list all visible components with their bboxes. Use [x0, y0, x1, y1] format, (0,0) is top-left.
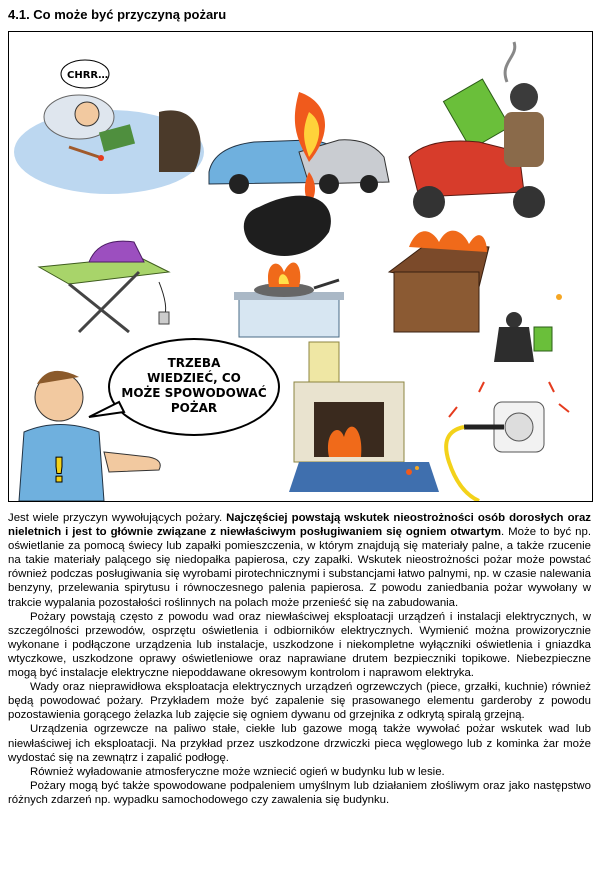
- paragraph-1-rest: . Może to być np. oświetlanie za pomocą świecy lub zapałki pomieszczenia, w którym znajdują się materiały palne, a także rzucenie na takie materiały palącego się niedopałka papierosa, czy zapałki. Wskutek nieostrożności pożar może powstać również podczas posługiwania się wyrobami pirotechnicznymi i substancjami łatwo palnymi, np. w czasie nalewania benzyny, przelewania spirytusu i równoczesnego palenia papierosa. Z powodu zaniedbania pożar wywołany w trakcie wypalania pozostałości roślinnych na polach może przenieść się na zabudowania.: [8, 526, 591, 609]
- motorbike-fuel-scene: [409, 42, 545, 218]
- paragraph-1-bold: Najczęściej powstają wskutek nieostrożności osób dorosłych oraz nieletnich i jest to głównie związane z niewłaściwym posługiwaniem się ogniem otwartym: [8, 512, 591, 539]
- speech-bubble-line-1: TRZEBA: [167, 356, 221, 370]
- paragraph-5: Również wyładowanie atmosferyczne może wzniecić ogień w budynku lub w lesie.: [30, 765, 445, 778]
- sleeping-smoker-scene: [14, 60, 204, 194]
- barn-arson-scene: [389, 231, 562, 362]
- paragraph-2: Pożary powstają często z powodu wad oraz niewłaściwej eksploatacji urządzeń i instalacji elektrycznych, w szczególności przewodów, osprzętu oświetlenia i odbiorników elektrycznych. Wymienić można prowizorycznie wykonane i podłączone urządzenia lub instalacje, uszkodzone i niekompletne wyłączniki oświetlenia i gniazdka wtyczkowe, uszkodzone oprawy oświetleniowe oraz naprawiane drutem bezpieczniki topikowe. Niebezpieczne mogą być instalacje elektryczne niepoddawane okresowym kontrolom i naprawom elektryka.: [8, 610, 591, 680]
- shirt-exclamation: !: [51, 451, 67, 491]
- section-heading: 4.1. Co może być przyczyną pożaru: [8, 7, 227, 22]
- paragraph-4: Urządzenia ogrzewcze na paliwo stałe, ciekłe lub gazowe mogą także wywołać pożar wskutek wad lub niewłaściwej ich eksploatacji. Na przykład przez uszkodzone drzwiczki pieca węglowego lub z kominka żar może wydostać się na zewnątrz i zapalić podłogę.: [8, 723, 591, 764]
- body-text: [8, 511, 591, 807]
- speech-bubble-line-4: POŻAR: [170, 401, 218, 415]
- iron-on-board-scene: [39, 241, 169, 332]
- speech-bubble-line-2: WIEDZIEĆ, CO: [147, 371, 241, 385]
- fireplace-scene: [289, 342, 439, 492]
- paragraph-1-lead: Jest wiele przyczyn wywołujących pożary.: [8, 512, 227, 524]
- snore-text: CHRR…: [67, 70, 109, 81]
- paragraph-3: Wady oraz nieprawidłowa eksploatacja elektrycznych urządzeń ogrzewczych (piece, grzałki, kuchnie) również będą powodować pożary. Przykładem może być zapalenie się prasowanego elementu garderoby z powodu pozostawienia gorącego żelazka lub zajęcie się ogniem dywanu od grzejnika z odkrytą spiralą grzejną.: [8, 681, 591, 722]
- boy-with-question-scene: [19, 339, 279, 501]
- electric-socket-scene: [446, 382, 569, 501]
- burning-cars-scene: [209, 92, 389, 204]
- speech-bubble-line-3: MOŻE SPOWODOWAĆ: [121, 386, 267, 400]
- paragraph-6: Pożary mogą być także spowodowane podpaleniem umyślnym lub działaniem złośliwym oraz jako następstwo różnych zdarzeń np. wypadku samochodowego czy zawalenia się budynku.: [8, 779, 591, 806]
- fire-causes-illustration: [8, 31, 593, 502]
- stove-fire-scene: [234, 196, 344, 337]
- paragraph-1: [8, 511, 591, 610]
